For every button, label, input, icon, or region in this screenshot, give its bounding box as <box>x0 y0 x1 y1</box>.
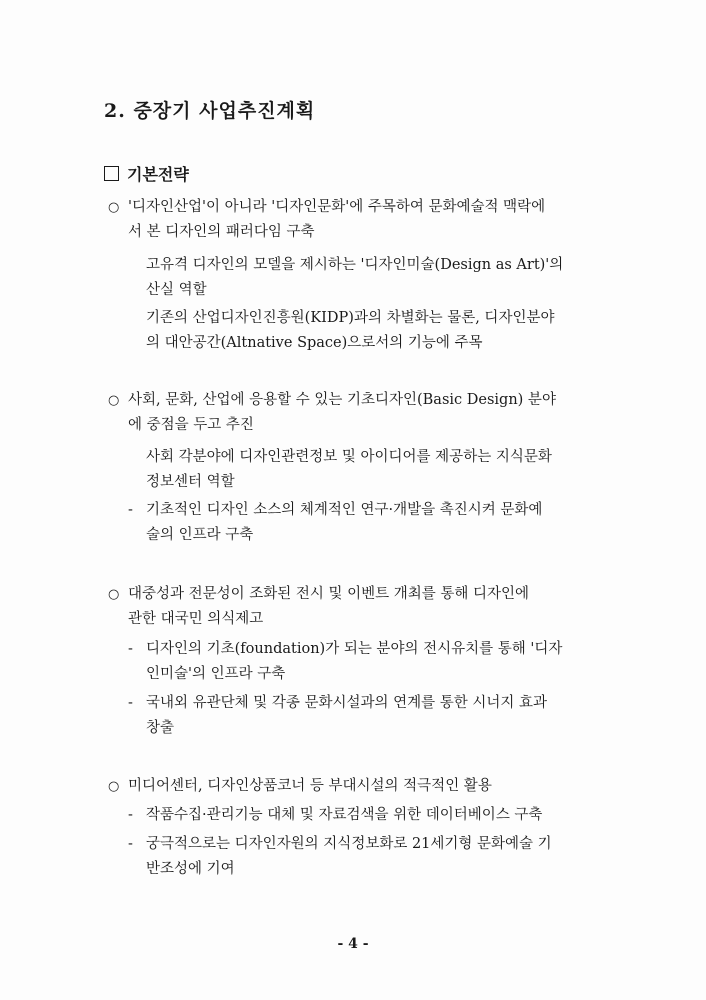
text-line: 미디어센터, 디자인상품코너 등 부대시설의 적극적인 활용 <box>128 778 492 794</box>
text-line: 사회 각분야에 디자인관련정보 및 아이디어를 제공하는 지식문화 <box>146 449 552 465</box>
text-line: 사회, 문화, 산업에 응용할 수 있는 기초디자인(Basic Design) 분야 <box>128 392 556 408</box>
text-line: 기초적인 디자인 소스의 체계적인 연구·개발을 촉진시켜 문화예 <box>146 502 543 518</box>
dash-icon: - <box>128 641 133 657</box>
dash-icon: - <box>128 502 133 518</box>
bullet-icon: ○ <box>108 779 120 794</box>
text-line: 궁극적으로는 디자인자원의 지식정보화로 21세기형 문화예술 기 <box>146 836 552 852</box>
text-line: 술의 인프라 구축 <box>146 527 254 543</box>
text-line: 정보센터 역할 <box>146 474 235 490</box>
dash-icon: - <box>128 695 133 711</box>
text-line: '디자인산업'이 아니라 '디자인문화'에 주목하여 문화예술적 맥락에 <box>128 199 546 215</box>
subheading-text: 기본전략 <box>127 165 189 184</box>
dash-icon: - <box>128 807 133 823</box>
section-title: 2. 중장기 사업추진계획 <box>104 100 316 122</box>
subheading <box>104 162 189 185</box>
text-line: 창출 <box>146 720 175 736</box>
text-line: 디자인의 기초(foundation)가 되는 분야의 전시유치를 통해 '디자 <box>146 641 563 657</box>
text-line: 반조성에 기여 <box>146 861 235 877</box>
text-line: 기존의 산업디자인진흥원(KIDP)과의 차별화는 물론, 디자인분야 <box>146 310 555 326</box>
dash-icon: - <box>128 836 133 852</box>
text-line: 인미술'의 인프라 구축 <box>146 666 286 682</box>
page-number: - 4 - <box>337 936 369 952</box>
text-line: 고유격 디자인의 모델을 제시하는 '디자인미술(Design as Art)'의 <box>146 257 564 273</box>
text-line: 대중성과 전문성이 조화된 전시 및 이벤트 개최를 통해 디자인에 <box>128 586 530 602</box>
text-line: 국내외 유관단체 및 각종 문화시설과의 연계를 통한 시너지 효과 <box>146 695 548 711</box>
text-line: 서 본 디자인의 패러다임 구축 <box>128 224 315 240</box>
bullet-icon: ○ <box>108 393 120 408</box>
text-line: 작품수집·관리기능 대체 및 자료검색을 위한 데이터베이스 구축 <box>146 807 543 823</box>
text-line: 에 중점을 두고 추진 <box>128 417 254 433</box>
text-line: 산실 역할 <box>146 282 207 298</box>
checkbox-square-icon <box>104 166 119 181</box>
bullet-icon: ○ <box>108 587 120 602</box>
text-line: 관한 대국민 의식제고 <box>128 611 264 627</box>
bullet-icon: ○ <box>108 200 120 215</box>
text-line: 의 대안공간(Altnative Space)으로서의 기능에 주목 <box>146 335 483 351</box>
